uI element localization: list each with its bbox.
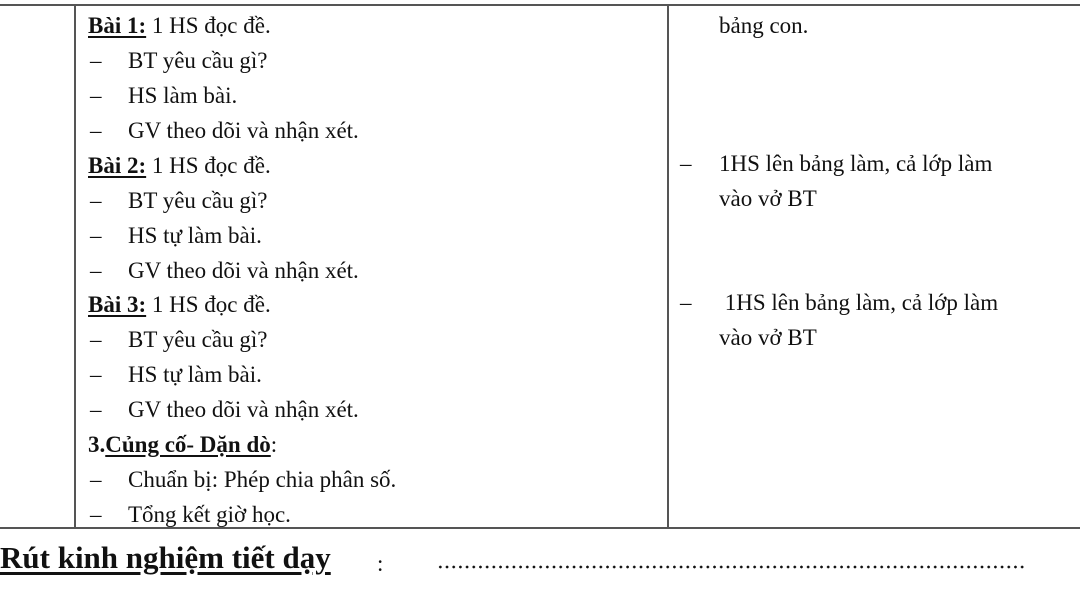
exercise-3-heading bbox=[88, 291, 271, 319]
section-colon: : bbox=[270, 432, 278, 457]
exercise-1-intro: 1 HS đọc đề. bbox=[146, 13, 271, 38]
exercise-1-heading bbox=[88, 12, 271, 40]
table-left-divider bbox=[74, 4, 76, 529]
exercise-1-step: HS làm bài. bbox=[128, 83, 238, 108]
table-top-border bbox=[0, 4, 1080, 6]
dash-bullet: – bbox=[90, 83, 102, 108]
exercise-3-title: Bài 3: bbox=[88, 292, 147, 317]
lesson-review-heading bbox=[0, 538, 331, 578]
section-heading bbox=[88, 431, 277, 459]
dash-bullet: – bbox=[90, 188, 102, 213]
student-activity-line: vào vở BT bbox=[719, 325, 817, 350]
table-middle-divider bbox=[667, 4, 669, 529]
exercise-3-step: HS tự làm bài. bbox=[128, 362, 262, 387]
dash-bullet: – bbox=[90, 48, 102, 73]
exercise-3-intro: 1 HS đọc đề. bbox=[146, 292, 271, 317]
dash-bullet: – bbox=[90, 118, 102, 143]
exercise-2-title: Bài 2: bbox=[88, 153, 147, 178]
continued-text: bảng con. bbox=[719, 13, 809, 38]
section-number: 3. bbox=[88, 432, 106, 457]
dash-bullet: – bbox=[90, 327, 102, 352]
lesson-review-fill-line[interactable] bbox=[437, 565, 1027, 569]
exercise-3-step: GV theo dõi và nhận xét. bbox=[128, 397, 359, 422]
lesson-review-title: Rút kinh nghiệm tiết dạy bbox=[0, 540, 331, 575]
exercise-1-step: BT yêu cầu gì? bbox=[128, 48, 268, 73]
exercise-2-intro: 1 HS đọc đề. bbox=[146, 153, 271, 178]
lesson-review-colon: : bbox=[377, 551, 384, 576]
dash-bullet: – bbox=[90, 502, 102, 527]
exercise-2-heading bbox=[88, 152, 271, 180]
exercise-2-step: GV theo dõi và nhận xét. bbox=[128, 258, 359, 283]
section-step: Chuẩn bị: Phép chia phân số. bbox=[128, 467, 397, 492]
student-activity-line: vào vở BT bbox=[719, 186, 817, 211]
student-activity-line: 1HS lên bảng làm, cả lớp làm bbox=[719, 151, 993, 176]
section-step: Tổng kết giờ học. bbox=[128, 502, 291, 527]
dash-bullet: – bbox=[90, 362, 102, 387]
exercise-2-step: HS tự làm bài. bbox=[128, 223, 262, 248]
dash-bullet: – bbox=[90, 397, 102, 422]
dash-bullet: – bbox=[90, 258, 102, 283]
section-title: Củng cố- Dặn dò bbox=[105, 432, 271, 457]
exercise-1-title: Bài 1: bbox=[88, 13, 147, 38]
student-activity-line: 1HS lên bảng làm, cả lớp làm bbox=[719, 290, 999, 315]
exercise-3-step: BT yêu cầu gì? bbox=[128, 327, 268, 352]
dash-bullet: – bbox=[90, 223, 102, 248]
exercise-1-step: GV theo dõi và nhận xét. bbox=[128, 118, 359, 143]
dash-bullet: – bbox=[680, 151, 692, 176]
dash-bullet: – bbox=[680, 290, 692, 315]
exercise-2-step: BT yêu cầu gì? bbox=[128, 188, 268, 213]
dash-bullet: – bbox=[90, 467, 102, 492]
